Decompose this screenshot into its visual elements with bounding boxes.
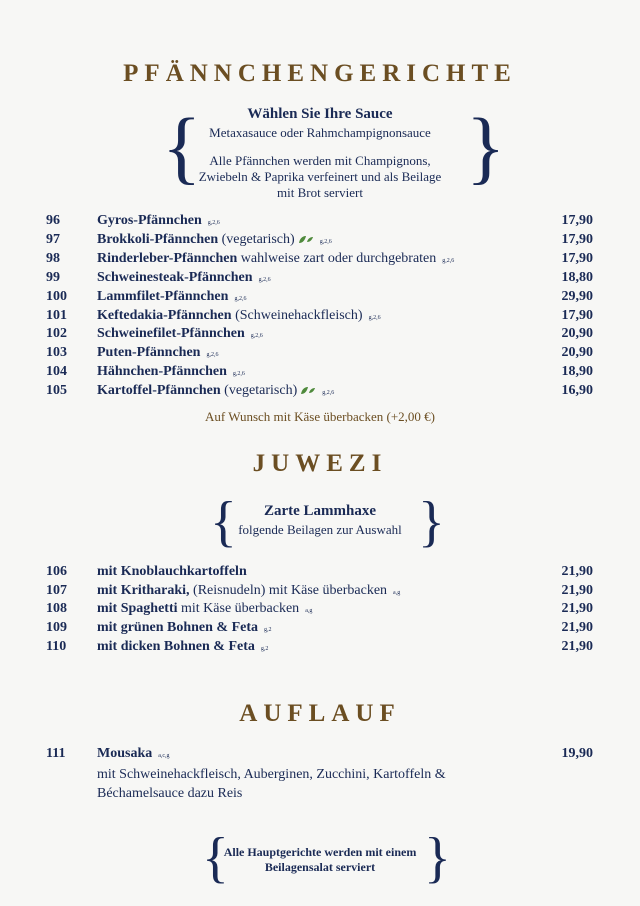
item-name [97,308,381,324]
sauce-box [0,101,640,201]
item-title: Puten-Pfännchen [97,345,201,361]
menu-row [0,564,640,583]
item-name [97,364,245,380]
right-brace-icon: } [418,491,445,553]
item-price: 17,90 [561,250,593,266]
juwezi-heading: Zarte Lammhaxe [263,503,377,519]
allergen-codes: g,2,6 [250,333,263,340]
item-title: mit grünen Bohnen & Feta [97,620,258,636]
item-name [97,746,170,762]
item-name [97,326,263,342]
item-title: Mousaka [97,746,153,761]
item-title: Kartoffel-Pfännchen [97,383,221,399]
item-extra: wahlweise zart oder durchgebraten [237,250,437,266]
menu-row [0,326,640,345]
item-price: 18,90 [561,364,593,380]
item-number: 96 [46,213,60,228]
allergen-codes: g,2,6 [234,295,247,302]
allergen-codes: a,g [305,608,313,615]
left-brace-icon: { [202,827,229,889]
item-title: Rinderleber-Pfännchen [97,250,238,266]
menu-row [0,620,640,639]
info-line-3: mit Brot serviert [277,185,363,200]
menu-row [0,232,640,251]
allergen-codes: g,2,6 [207,220,220,226]
item-price: 17,90 [561,231,593,247]
leaf-icon [300,386,316,395]
right-brace-icon: } [424,827,451,889]
menu-row [0,270,640,289]
section-title-auflauf: AUFLAUF [239,700,401,727]
item-price: 21,90 [561,601,593,617]
item-number: 98 [46,250,60,266]
item-name [97,583,400,599]
item-price: 21,90 [561,638,593,654]
item-number: 97 [46,231,60,247]
info-line-2: Zwiebeln & Paprika verfeinert und als Beilage [198,169,442,184]
allergen-codes: g,2,6 [368,314,381,321]
item-title: mit Spaghetti [97,601,178,617]
item-name [97,564,247,580]
item-price: 21,90 [561,582,593,598]
item-title: Brokkoli-Pfännchen [97,231,219,247]
menu-row [0,746,640,765]
sauce-options: Metaxasauce oder Rahmchampignonsauce [209,125,431,140]
item-title: Schweinefilet-Pfännchen [97,326,245,342]
item-price: 20,90 [561,326,593,342]
allergen-codes: g,2,6 [258,276,271,283]
allergen-codes: g,2 [264,627,272,634]
allergen-codes: g,2,6 [206,352,219,359]
left-brace-icon: { [162,101,202,192]
section-title-pfannchen: PFÄNNCHENGERICHTE [123,60,517,87]
menu-row [0,364,640,383]
footer-note [0,845,640,875]
item-name [97,251,454,267]
item-number: 106 [46,564,67,579]
description-line: Béchamelsauce dazu Reis [97,786,243,801]
item-name [97,601,312,617]
item-number: 103 [46,345,67,361]
sauce-heading: Wählen Sie Ihre Sauce [247,106,393,122]
cheese-note: Auf Wunsch mit Käse überbacken (+2,00 €) [204,409,436,424]
item-title: Lammfilet-Pfännchen [97,288,229,304]
item-name [97,289,246,305]
description-line: mit Schweinehackfleisch, Auberginen, Zucchini, Kartoffeln & [97,767,446,782]
item-title: Schweinesteak-Pfännchen [97,269,253,285]
item-name [97,232,332,248]
allergen-codes: g,2,6 [319,238,332,245]
item-extra: (Schweinehackfleisch) [231,307,363,323]
item-title: mit dicken Bohnen & Feta [97,638,255,654]
footer-line-2: Beilagensalat serviert [264,860,376,874]
item-title: Gyros-Pfännchen [97,213,202,228]
item-name [97,213,220,229]
item-name [97,345,218,361]
item-extra: (vegetarisch) [218,231,295,247]
menu-row [0,383,640,402]
item-number: 108 [46,601,67,617]
allergen-codes: a,g [393,589,401,596]
juwezi-sub: folgende Beilagen zur Auswahl [238,522,402,537]
item-name [97,620,272,636]
item-number: 110 [46,638,67,654]
allergen-codes: g,2 [260,645,269,652]
info-line-1: Alle Pfännchen werden mit Champignons, [209,153,431,168]
item-price: 17,90 [561,307,593,323]
item-number: 105 [46,383,67,399]
allergen-codes: g,2,6 [442,257,455,264]
item-title: Keftedakia-Pfännchen [97,307,232,323]
item-extra: mit Käse überbacken [177,601,300,617]
menu-row [0,583,640,602]
item-number: 107 [46,582,67,598]
item-name [97,383,334,399]
item-number: 101 [46,307,67,323]
item-name [97,270,271,286]
allergen-codes: g,2,6 [232,371,245,378]
left-brace-icon: { [210,491,237,553]
menu-row [0,289,640,308]
menu-row [0,213,640,232]
allergen-codes: g,2,6 [322,390,335,397]
leaf-icon [298,235,314,244]
item-price: 21,90 [561,564,593,579]
item-price: 18,80 [561,269,593,285]
footer-line-1: Alle Hauptgerichte werden mit einem [223,845,417,859]
item-name [97,639,268,655]
juwezi-box [0,503,640,538]
item-number: 100 [46,288,67,304]
item-description [97,765,446,803]
item-title: Hähnchen-Pfännchen [97,364,227,380]
section-title-juwezi: JUWEZI [252,450,388,477]
item-number: 104 [46,364,67,380]
menu-row [0,639,640,658]
menu-row [0,308,640,327]
item-number: 102 [46,326,67,342]
item-number: 99 [46,269,60,285]
item-price: 21,90 [561,620,593,636]
item-title: mit Knoblauchkartoffeln [97,564,247,579]
menu-row [0,345,640,364]
item-extra: (Reisnudeln) mit Käse überbacken [189,582,388,598]
item-extra: (vegetarisch) [220,383,298,399]
item-number: 111 [46,746,66,761]
item-price: 29,90 [561,288,593,304]
allergen-codes: a,c,g [158,753,170,759]
menu-row [0,251,640,270]
menu-row [0,601,640,620]
item-price: 17,90 [561,213,593,228]
item-price: 19,90 [561,746,593,761]
item-number: 109 [46,620,67,636]
item-title: mit Kritharaki, [97,582,190,598]
right-brace-icon: } [466,101,506,192]
item-price: 20,90 [561,345,593,361]
item-price: 16,90 [561,383,593,399]
